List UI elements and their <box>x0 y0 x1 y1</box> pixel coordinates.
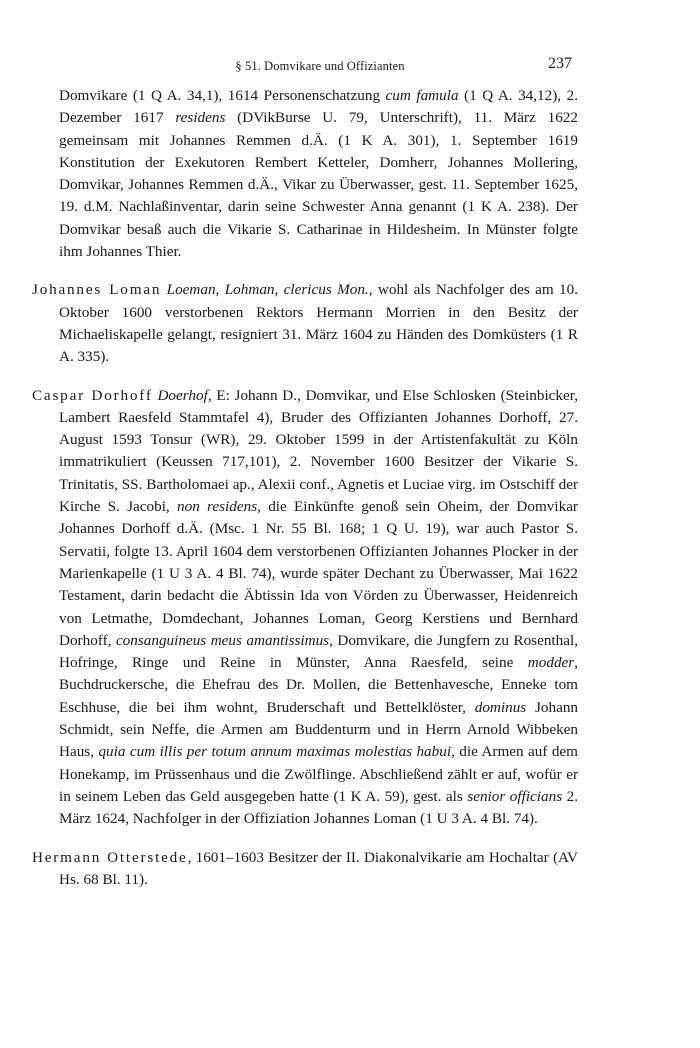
text-run: 2. März 1624, Nachfolger in der Offiziation Johannes Loman (1 U 3 A. 4 Bl. 74). <box>59 787 579 828</box>
entry-johannes-loman <box>32 279 578 368</box>
italic-text: senior officians <box>467 787 563 805</box>
running-title: § 51. Domvikare und Offizianten <box>235 59 405 73</box>
italic-text: residens <box>175 109 226 127</box>
italic-text: Doerhof <box>157 386 208 404</box>
italic-text: cum famula <box>385 87 459 104</box>
text-run: , die Armen auf dem Honekamp, im Prüssenhaus und die Zwölflinge. Abschließend zählt er auf, wofür er in seinem Leben das Geld ausgegeben hatte (1 K A. 59), gest. als <box>59 743 578 805</box>
text-run: (DVikBurse U. 79, Unterschrift), 11. März 1622 gemeinsam mit Johannes Remmen d.Ä. (1 K A. 301), 1. September 1619 Konstitution der Exekutoren Rembert Ketteler, Domherr, Johannes Mollering, Domvikar, Johannes Remmen d.Ä., Vikar zu Überwasser, gest. 11. September 1625, 19. d.M. Nachlaßinventar, darin seine Schwester Anna genannt (1 K A. 238). Der Domvikar besaß auch die Vikarie S. Catharinae in Hildesheim. In Münster folgte ihm Johannes Thier. <box>59 109 578 261</box>
text-run: , 1601–1603 Besitzer der II. Diakonalvikarie am Hochaltar (AV Hs. 68 Bl. 11). <box>59 848 578 888</box>
italic-text: consanguineus meus amantissimus <box>115 631 330 649</box>
italic-text: quia cum illis per totum annum maximas molestias habui <box>98 743 452 761</box>
text-run: Johann Schmidt, sein Neffe, die Armen am Buddenturm und in Herrn Arnold Wibbeken Haus, <box>59 698 579 761</box>
page-number: 237 <box>548 55 572 72</box>
text-run: , Buchdruckersche, die Ehefrau des Dr. Mollen, die Bettenhavesche, Enneke tom Eschhuse, die bei ihm wohnt, Bruderschaft und Bettelklöster, <box>59 654 578 716</box>
text-run: Domvikare (1 Q A. 34,1), 1614 Personenschatzung <box>59 87 386 104</box>
page-header <box>0 55 700 79</box>
entry-hermann-otterstede <box>32 847 578 892</box>
text-run: , die Einkünfte genoß sein Oheim, der Domvikar Johannes Dorhoff d.Ä. (Msc. 1 Nr. 55 Bl. 168; 1 Q U. 19), war auch Pastor S. Servatii, folgte 13. April 1604 dem verstorbenen Offizianten Johannes Plocker in der Marienkapelle (1 U 3 A. 4 Bl. 74), wurde später Dechant zu Überwasser, Mai 1622 Testament, darin bedacht die Äbtissin Ida von Vörden zu Überwasser, Heidenreich von Letmathe, Domdechant, Johannes Loman, Georg Kerstiens und Bernhard Dorhoff, <box>59 498 578 649</box>
italic-text: modder <box>527 654 575 672</box>
text-run: (1 Q A. 34,12), 2. Dezember 1617 <box>59 87 578 127</box>
entry-continuation <box>32 85 578 263</box>
body-text <box>32 85 578 907</box>
entry-caspar-dorhoff <box>32 385 578 831</box>
italic-text: dominus <box>474 698 527 716</box>
entry-name: Johannes Loman <box>32 281 162 299</box>
text-run: , wohl als Nachfolger des am 10. Oktober 1600 verstorbenen Rektors Hermann Morrien in den Besitz der Michaeliskapelle gelangt, resigniert 31. März 1604 zu Händen des Domküsters (1 R A. 335). <box>59 281 578 366</box>
italic-text: Loeman, Lohman, clericus Mon. <box>166 281 369 299</box>
entry-name: Hermann Otterstede <box>32 848 188 866</box>
italic-text: non residens <box>177 498 258 516</box>
text-run: , E: Johann D., Domvikar, und Else Schlosken (Steinbicker, Lambert Raesfeld Stammtafel 4), Bruder des Offizianten Johannes Dorhoff, 27. August 1593 Tonsur (WR), 29. Oktober 1599 in der Artistenfakultät zu Köln immatrikuliert (Keussen 717,101), 2. November 1600 Besitzer der Vikarie S. Trinitatis, SS. Bartholomaei ap., Alexii conf., Agnetis et Luciae virg. im Ostschiff der Kirche S. Jacobi, <box>59 386 578 516</box>
entry-name: Caspar Dorhoff <box>32 386 153 404</box>
text-run: , Domvikare, die Jungfern zu Rosenthal, Hofringe, Ringe und Reine in Münster, Anna Raesfeld, seine <box>59 631 578 672</box>
